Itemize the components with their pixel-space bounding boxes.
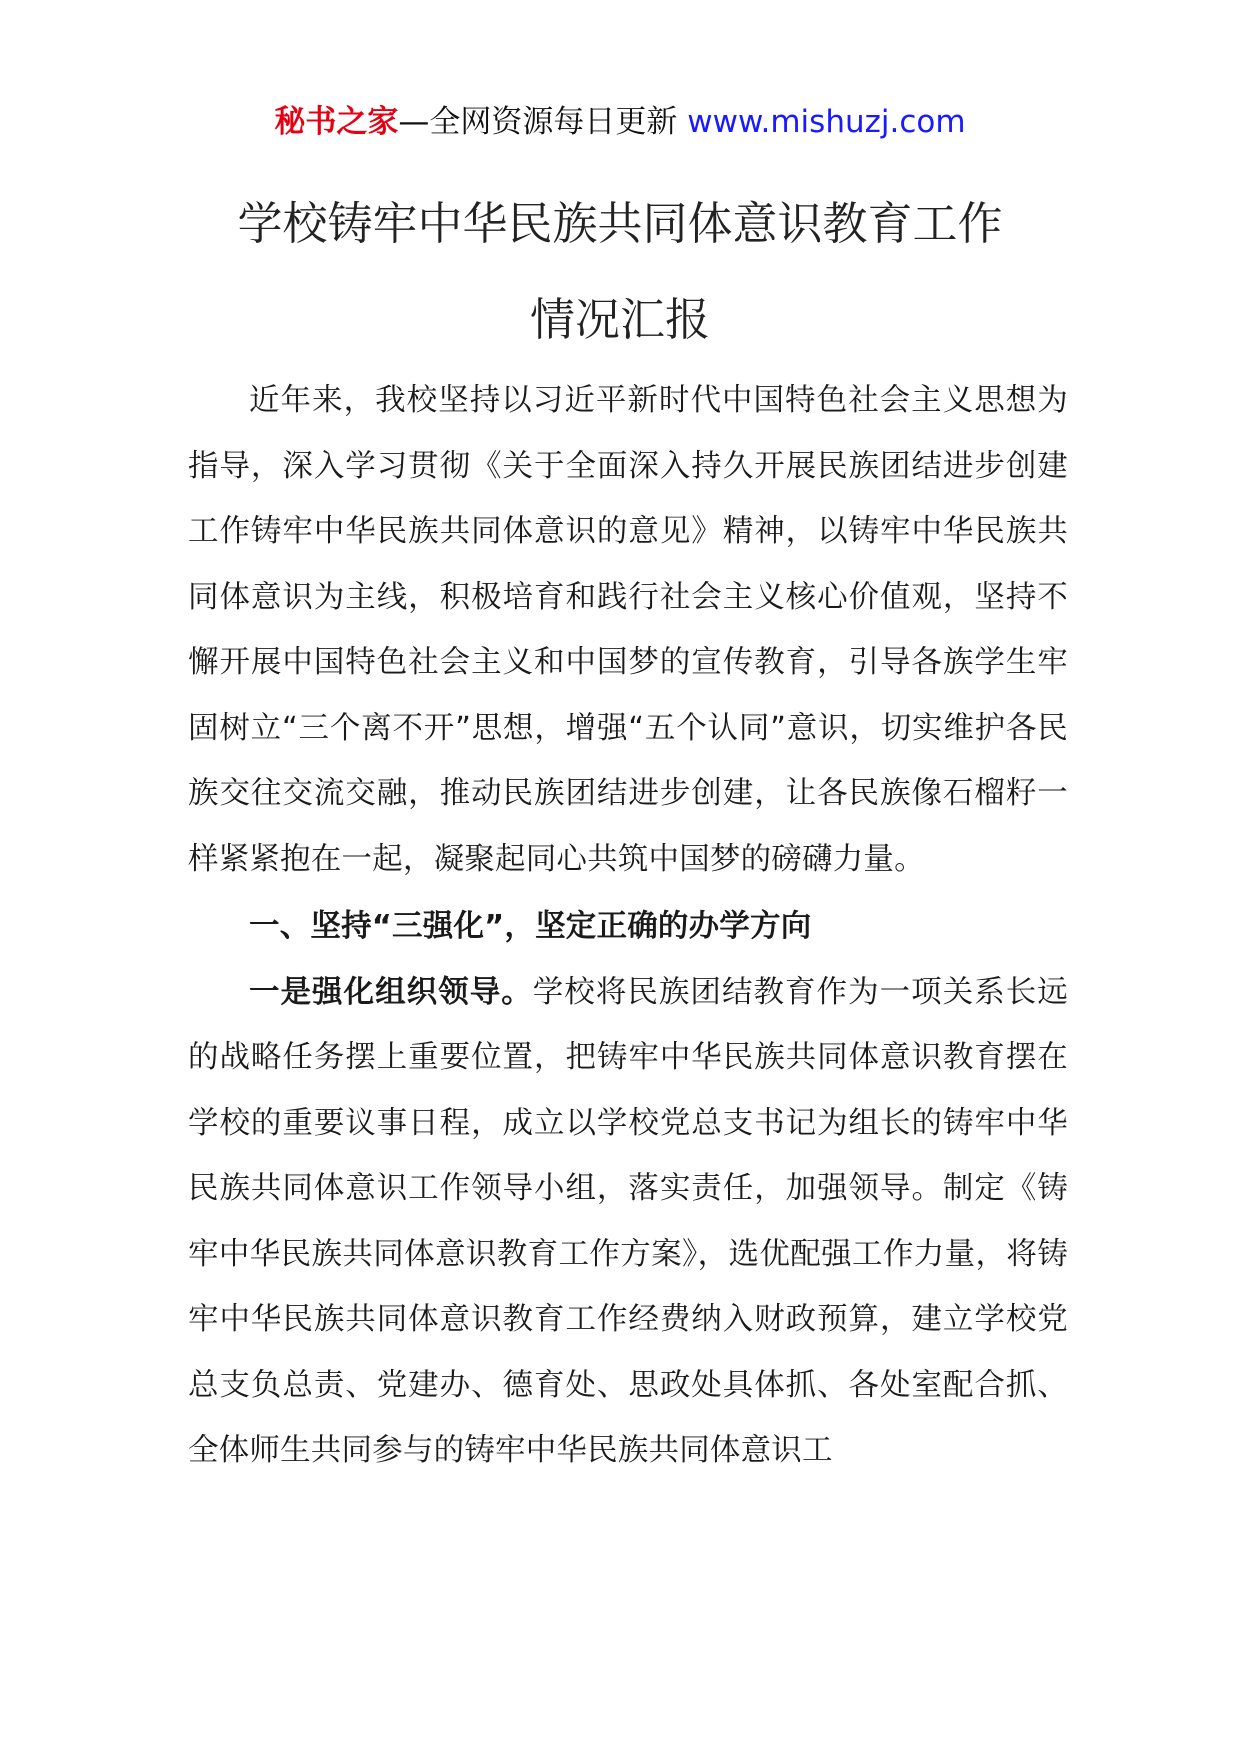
- document-title-line-1: 学校铸牢中华民族共同体意识教育工作: [237, 197, 1003, 250]
- site-slogan: —全网资源每日更新: [398, 104, 688, 140]
- paragraph-text: 学校将民族团结教育作为一项关系长远的战略任务摆上重要位置，把铸牢中华民族共同体意识教育摆在学校的重要议事日程，成立以学校党总支书记为组长的铸牢中华民族共同体意识工作领导小组，落实责任，加强领导。制定《铸牢中华民族共同体意识教育工作方案》，选优配强工作力量，将铸牢中华民族共同体意识教育工作经费纳入财政预算，建立学校党总支负总责、党建办、德育处、思政处具体抓、各处室配合抓、全体师生共同参与的铸牢中华民族共同体意识工: [188, 974, 1068, 1468]
- brand-name: 秘书之家: [274, 104, 399, 140]
- intro-paragraph: 近年来，我校坚持以习近平新时代中国特色社会主义思想为指导，深入学习贯彻《关于全面深入持久开展民族团结进步创建工作铸牢中华民族共同体意识的意见》精神，以铸牢中华民族共同体意识为主线，积极培育和践行社会主义核心价值观，坚持不懈开展中国特色社会主义和中国梦的宣传教育，引导各族学生牢固树立“三个离不开”思想，增强“五个认同”意识，切实维护各民族交往交流交融，推动民族团结进步创建，让各民族像石榴籽一样紧紧抱在一起，凝聚起同心共筑中国梦的磅礴力量。: [188, 383, 1068, 877]
- section-heading: 一、坚持“三强化”，坚定正确的办学方向: [249, 909, 812, 944]
- site-header: [0, 100, 1240, 144]
- document-title-line-2: 情况汇报: [529, 293, 710, 346]
- paragraph-lead: 一是强化组织领导。: [249, 974, 533, 1010]
- site-url[interactable]: www.mishuzj.com: [687, 104, 966, 140]
- document-body: [188, 368, 1068, 1484]
- body-paragraph: [188, 960, 1068, 1484]
